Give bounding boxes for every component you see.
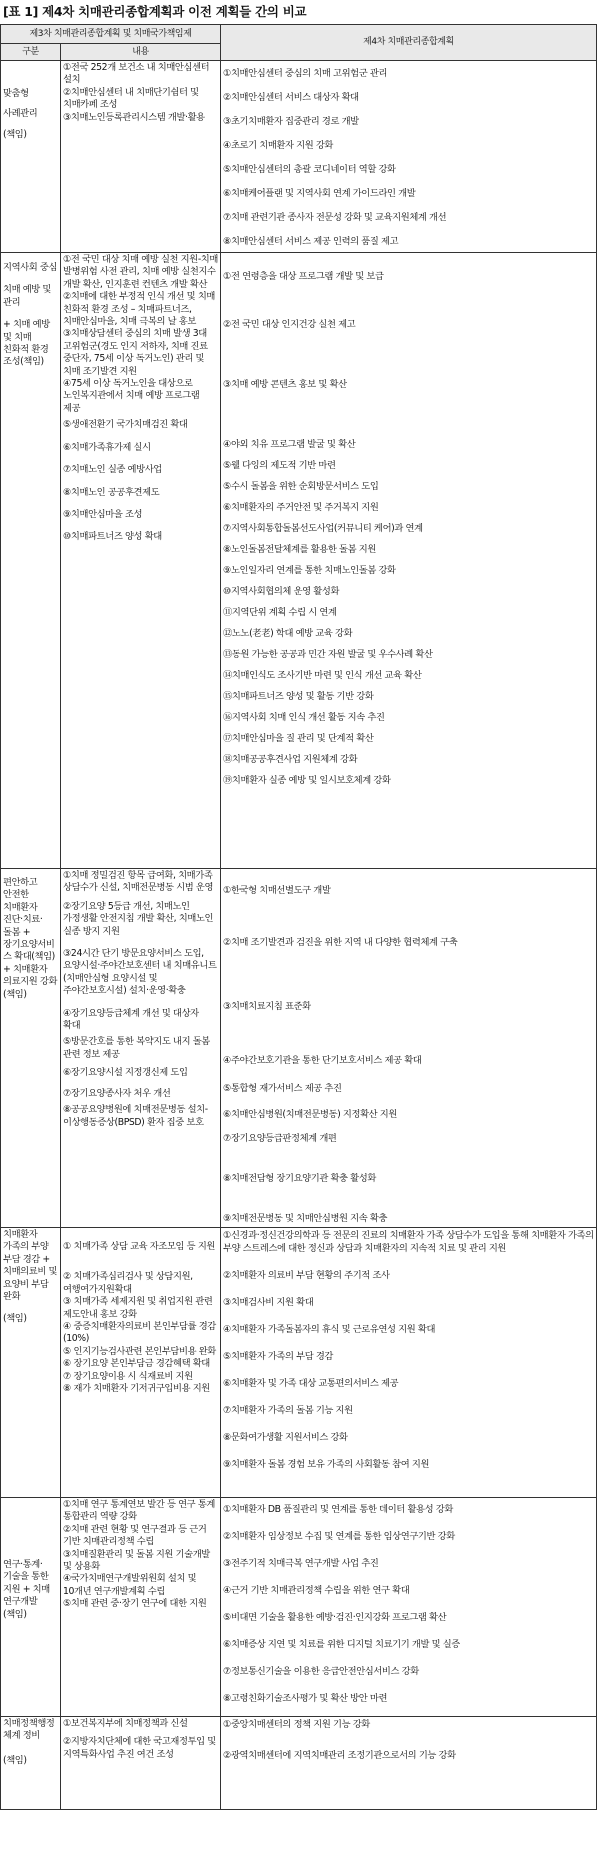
category-line: + 치매 예방 및 치매 친화적 환경 조성(책임): [3, 319, 50, 368]
new-content: [221, 61, 597, 253]
list-item: ④국가치매연구개발위원회 설치 및 10개년 연구개발계획 수립: [63, 1573, 197, 1597]
list-item: ⑯지역사회 치매 인식 개선 활동 지속 추진: [223, 712, 385, 723]
row-category: [1, 1717, 61, 1810]
list-item: ⑤치매 관련 중·장기 연구에 대한 지원: [63, 1598, 207, 1610]
category-line: (책임): [3, 1608, 27, 1620]
category-line: 치매환자 가족의 부양 부담 경감 + 치매의료비 및 요양비 부담 완화: [3, 1229, 58, 1303]
list-item: ⑱치매공공후견사업 지원체계 강화: [223, 754, 358, 765]
new-content: [221, 1717, 597, 1810]
category-line: 사례관리: [3, 108, 38, 120]
table-title: [표 1] 제4차 치매관리종합계획과 이전 계획들 간의 비교: [3, 4, 307, 19]
list-item: ①치매안심센터 중심의 치매 고위험군 관리: [223, 68, 388, 79]
list-item: ⑤비대면 기술을 활용한 예방·검진·인지강화 프로그램 확산: [223, 1612, 447, 1623]
list-item: ①전 국민 대상 치매 예방 실천 지원-치매 발병위험 사전 관리, 치매 예방 실천지수 개발 확산, 인지훈련 컨텐츠 개발 확산: [63, 254, 218, 290]
list-item: ②광역치매센터에 지역치매관리 조정기관으로서의 기능 강화: [223, 1750, 456, 1761]
list-item: ⑧문화여가생활 지원서비스 강화: [223, 1432, 348, 1443]
table-row: [1, 1498, 597, 1717]
list-item: ③24시간 단기 방문요양서비스 도입, 요양시설·주야간보호센터 내 치매유니트(치매안심형 요양시설 및 주야간보호시설) 설치·운영·확충: [63, 948, 217, 997]
list-item: ③치매치료지침 표준화: [223, 1001, 311, 1012]
list-item: ③초기치매환자 집중관리 경로 개발: [223, 116, 359, 127]
category-line: 지역사회 중심: [3, 262, 58, 273]
prev-content: [61, 61, 221, 253]
row-category: [1, 1498, 61, 1717]
list-item: ①치매 연구 통계연보 발간 등 연구 통계 통합관리 역량 강화: [63, 1499, 215, 1523]
list-item: ②치매에 대한 부정적 인식 개선 및 치매 친화적 환경 조성 – 치매파트너즈, 치매안심마을, 치매 극복의 날 홍보: [63, 291, 215, 328]
list-item: ⑧치매전담형 장기요양기관 확충 활성화: [223, 1173, 376, 1184]
list-item: ⑤수시 돌봄을 위한 순회방문서비스 도입: [223, 481, 379, 492]
list-item: ②치매안심센터 내 치매단기쉼터 및 치매카페 조성: [63, 86, 199, 111]
list-item: ③치매상담센터 중심의 치매 발생 3대 고위험군(경도 인지 저하자, 치매 진료 중단자, 75세 이상 독거노인) 관리 및 치매 조기발견 지원: [63, 328, 208, 377]
table-row: [1, 61, 597, 253]
list-item: ③치매검사비 지원 확대: [223, 1297, 314, 1308]
list-item: ⑦치매환자 가족의 돌봄 기능 지원: [223, 1405, 353, 1416]
list-item: ⑥치매증상 지연 및 치료를 위한 디지털 치료기기 개발 및 실증: [223, 1639, 460, 1650]
list-item: ⑤ 인지기능검사관련 본인부담비용 완화: [63, 1345, 216, 1357]
row-category: [1, 253, 61, 869]
list-item: ⑦치매노인 실종 예방사업: [63, 464, 162, 476]
list-item: ①신경과·정신건강의학과 등 전문의 진료의 치매환자 가족 상담수가 도입을 통해 치매환자 가족의 부양 스트레스에 대한 정신과 상담과 치매환자의 지속적 치료 및 관리 지원: [223, 1230, 594, 1254]
list-item: ⑤생애전환기 국가치매검진 확대: [63, 419, 188, 431]
list-item: ⑲치매환자 실종 예방 및 일시보호체계 강화: [223, 775, 391, 786]
list-item: ⑦지역사회통합돌봄선도사업(커뮤니티 케어)과 연계: [223, 523, 423, 534]
list-item: ①치매환자 DB 품질관리 및 연계를 통한 데이터 활용성 강화: [223, 1504, 453, 1515]
comparison-table: [0, 24, 597, 1810]
new-content: [221, 253, 597, 869]
row-category: [1, 1228, 61, 1498]
list-item: ⑧공공요양병원에 치매전문병동 설치-이상행동증상(BPSD) 환자 집중 보호: [63, 1104, 208, 1128]
list-item: ①전국 252개 보건소 내 치매안심센터 설치: [63, 62, 210, 86]
list-item: ⑦정보통신기술을 이용한 응급안전안심서비스 강화: [223, 1666, 419, 1677]
header-category: 구분: [1, 44, 61, 61]
list-item: ⑦ 장기요양이용 시 식재료비 지원: [63, 1370, 193, 1382]
list-item: ⑬동원 가능한 공공과 민간 자원 발굴 및 우수사례 확산: [223, 649, 433, 660]
list-item: ④장기요양등급체계 개선 및 대상자 확대: [63, 1007, 199, 1032]
list-item: ⑧노인돌봄전달체계를 활용한 돌봄 지원: [223, 544, 376, 555]
list-item: ⑨치매환자 돌봄 경험 보유 가족의 사회활동 참여 지원: [223, 1459, 430, 1470]
new-content: [221, 1498, 597, 1717]
list-item: ①한국형 치매선별도구 개발: [223, 885, 331, 896]
header-content: 내용: [61, 44, 221, 61]
list-item: ①전 연령층을 대상 프로그램 개발 및 보급: [223, 271, 384, 282]
list-item: ⑦치매 관련기관 종사자 전문성 강화 및 교육지원체계 개선: [223, 212, 447, 223]
list-item: ③전주기적 치매극복 연구개발 사업 추진: [223, 1558, 379, 1569]
list-item: ⑨치매전문병동 및 치매안심병원 지속 확충: [223, 1213, 388, 1224]
list-item: ④주야간보호기관을 통한 단기보호서비스 제공 확대: [223, 1055, 422, 1066]
list-item: ⑥ 장기요양 본인부담금 경감혜택 확대: [63, 1358, 210, 1370]
list-item: ⑤방문간호를 통한 복약지도 내지 돌봄 관련 정보 제공: [63, 1036, 210, 1060]
new-content: [221, 869, 597, 1228]
prev-content: [61, 869, 221, 1228]
prev-content: [61, 1228, 221, 1498]
row-category: [1, 61, 61, 253]
list-item: ⑥치매안심병원(치매전문병동) 지정확산 지원: [223, 1109, 397, 1120]
list-item: ⑧치매노인 공공후견제도: [63, 486, 160, 498]
list-item: ②치매환자 의료비 부담 현황의 주기적 조사: [223, 1270, 390, 1281]
list-item: ③치매노인등록관리시스템 개발·활용: [63, 111, 205, 123]
list-item: ④근거 기반 치매관리정책 수립을 위한 연구 확대: [223, 1585, 410, 1596]
list-item: ⑰치매안심마을 질 관리 및 단계적 확산: [223, 733, 374, 744]
header-prev-plan: 제3차 치매관리종합계획 및 치매국가책임제: [1, 25, 221, 44]
category-line: 치매정책행정: [3, 1718, 55, 1729]
new-content: [221, 1228, 597, 1498]
list-item: ⑧고령친화기술조사평가 및 확산 방안 마련: [223, 1693, 388, 1704]
row-category: [1, 869, 61, 1228]
category-line: (책임): [3, 1313, 27, 1325]
list-item: ②장기요양 5등급 개선, 치매노인 가정생활 안전지침 개발 확산, 치매노인 실종 방지 지원: [63, 900, 214, 937]
list-item: ① 치매가족 상담 교육 자조모임 등 지원: [63, 1241, 215, 1252]
list-item: ⑩치매파트너즈 양성 확대: [63, 531, 162, 543]
list-item: ⑧치매안심센터 서비스 제공 인력의 품질 제고: [223, 236, 399, 247]
list-item: ⑨치매안심마을 조성: [63, 508, 143, 520]
category-line: 편안하고 안전한 치매환자: [3, 877, 38, 913]
prev-content: [61, 1717, 221, 1810]
list-item: ④초로기 치매환자 지원 강화: [223, 140, 334, 151]
category-line: 맞춤형: [3, 88, 29, 99]
list-item: ② 치매가족심리검사 및 상담지원, 여행여가지원확대: [63, 1271, 193, 1295]
list-item: ④야외 치유 프로그램 발굴 및 확산: [223, 439, 356, 450]
category-line: 치매 예방 및 관리: [3, 284, 52, 308]
list-item: ②치매환자 임상정보 수집 및 연계를 통한 임상연구기반 강화: [223, 1531, 455, 1542]
list-item: ⑭치매인식도 조사기반 마련 및 인식 개선 교육 확산: [223, 670, 422, 681]
list-item: ③ 치매가족 세제지원 및 취업지원 관련 제도안내 홍보 강화: [63, 1296, 213, 1320]
list-item: ⑥장기요양시설 지정갱신제 도입: [63, 1067, 188, 1079]
prev-content: [61, 253, 221, 869]
list-item: ⑨노인일자리 연계를 통한 치매노인돌봄 강화: [223, 565, 396, 576]
list-item: ⑪지역단위 계획 수립 시 연계: [223, 607, 337, 618]
list-item: ⑥치매가족휴가제 실시: [63, 441, 151, 453]
list-item: ②전 국민 대상 인지건강 실천 제고: [223, 319, 356, 330]
list-item: ⑦장기요양종사자 처우 개선: [63, 1087, 171, 1099]
list-item: ⑤치매안심센터의 총괄 코디네이터 역할 강화: [223, 164, 396, 175]
list-item: ③치매질환관리 및 돌봄 지원 기술개발 및 상용화: [63, 1548, 210, 1573]
prev-content: [61, 1498, 221, 1717]
list-item: ②치매 관련 현황 및 연구결과 등 근거 기반 치매관리정책 수립: [63, 1523, 207, 1548]
list-item: ⑩지역사회협의체 운영 활성화: [223, 586, 340, 597]
category-line: (책임): [3, 1754, 27, 1766]
list-item: ②치매안심센터 서비스 대상자 확대: [223, 92, 359, 103]
list-item: ⑤치매환자 가족의 부담 경감: [223, 1351, 334, 1362]
category-line: 진단·치료·돌봄 + 장기요양서비스 확대(책임) + 치매환자 의료지원 강화 (책임): [3, 914, 58, 1000]
list-item: ⑮치매파트너즈 양성 및 활동 기반 강화: [223, 691, 374, 702]
list-item: ⑤통합형 재가서비스 제공 추진: [223, 1083, 342, 1094]
category-line: 체계 정비: [3, 1730, 40, 1742]
list-item: ⑦장기요양등급판정체계 개편: [223, 1133, 337, 1144]
list-item: ⑥치매환자 및 가족 대상 교통편의서비스 제공: [223, 1378, 399, 1389]
category-line: 연구·통계·기술을 통한 지원 + 치매 연구개발: [3, 1559, 50, 1608]
list-item: ⑤웰 다잉의 제도적 기반 마련: [223, 460, 336, 471]
list-item: ⑥치매케어플랜 및 지역사회 연계 가이드라인 개발: [223, 188, 416, 199]
list-item: ④75세 이상 독거노인을 대상으로 노인복지관에서 치매 예방 프로그램 제공: [63, 378, 200, 414]
list-item: ④ 중증치매환자의료비 본인부담률 경감(10%): [63, 1321, 216, 1345]
table-row: [1, 1717, 597, 1810]
table-row: [1, 869, 597, 1228]
list-item: ①치매 정밀검진 항목 급여화, 치매가족 상담수가 신설, 치매전문병동 시범 운영: [63, 870, 214, 894]
list-item: ⑫노노(老老) 학대 예방 교육 강화: [223, 628, 353, 639]
list-item: ③치매 예방 콘텐츠 홍보 및 확산: [223, 379, 347, 390]
list-item: ②치매 조기발견과 검진을 위한 지역 내 다양한 협력체계 구축: [223, 937, 458, 948]
category-line: (책임): [3, 128, 27, 140]
table-row: [1, 1228, 597, 1498]
list-item: ①중앙치매센터의 정책 지원 기능 강화: [223, 1719, 370, 1730]
list-item: ④치매환자 가족돌봄자의 휴식 및 근로유연성 지원 확대: [223, 1324, 436, 1335]
list-item: ②지방자치단체에 대한 국고재정투입 및 지역특화사업 추진 여건 조성: [63, 1736, 216, 1760]
header-new-plan: 제4차 치매관리종합계획: [221, 25, 597, 61]
table-row: [1, 253, 597, 869]
list-item: ①보건복지부에 치매정책과 신설: [63, 1718, 188, 1729]
list-item: ⑥치매환자의 주거안전 및 주거복지 지원: [223, 502, 379, 513]
list-item: ⑧ 재가 치매환자 기저귀구입비용 지원: [63, 1383, 210, 1395]
